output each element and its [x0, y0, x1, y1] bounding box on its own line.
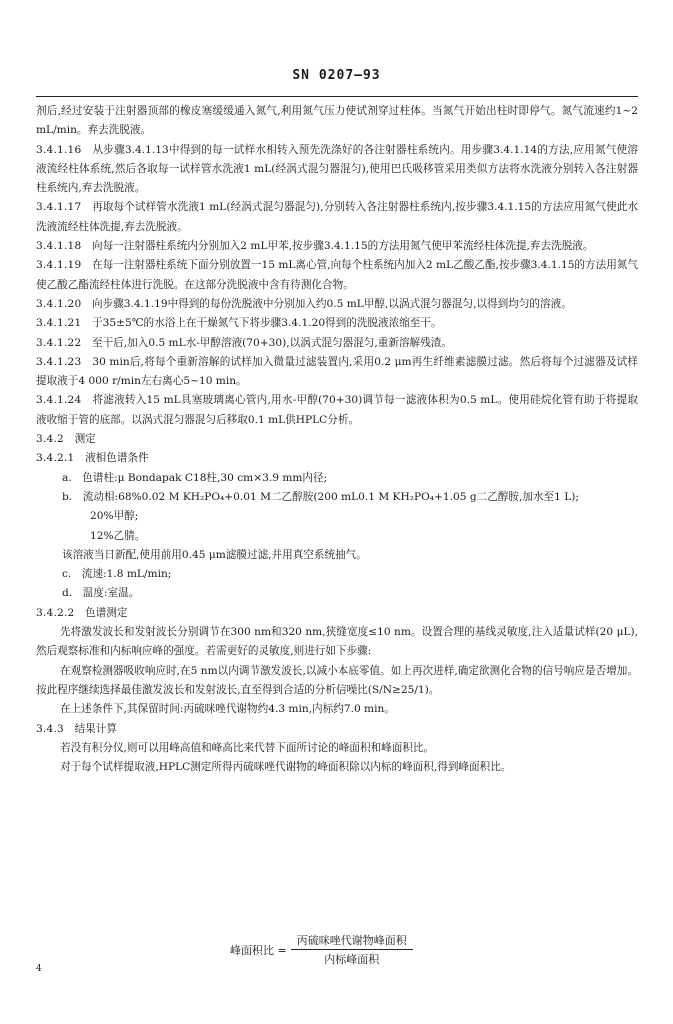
list-item-a: a. 色谱柱:μ Bondapak C18柱,30 cm×3.9 mm内径;: [62, 471, 328, 484]
header-divider: [36, 96, 638, 97]
list-item-b-note: 该溶液当日新配,使用前用0.45 μm滤膜过滤,并用真空系统抽气。: [62, 548, 367, 561]
section-heading-3-4-2: 3.4.2 测定: [36, 433, 96, 446]
clause-3-4-1-16: 3.4.1.16 从步骤3.4.1.13中得到的每一试样水相转入预先洗涤好的各注射器柱系统内。用步骤3.4.1.14的方法,应用氮气使溶液流经柱体系统,然后各取每一试样管水洗液1 mL(经涡式混匀器混匀),使用巴氏吸移管采用类似方法将水洗液分别转入各注射器柱系统内,弃去洗脱液。: [36, 143, 638, 195]
section-heading-3-4-2-1: 3.4.2.1 液相色谱条件: [36, 452, 149, 465]
list-item-d: d. 温度:室温。: [62, 587, 140, 600]
clause-3-4-1-19: 3.4.1.19 在每一注射器柱系统下面分别放置一15 mL离心管,向每个柱系统内加入2 mL乙酸乙酯,按步骤3.4.1.15的方法用氮气使乙酸乙酯流经柱体进行洗脱。在这部分洗脱液中含有待测化合物。: [36, 259, 638, 291]
paragraph-wavelength-setup: 先将激发波长和发射波长分别调节在300 nm和320 nm,狭缝宽度≤10 nm。设置合理的基线灵敏度,注入适量试样(20 μL),然后观察标准和内标响应峰的强度。若需更好的灵敏度,则进行如下步骤:: [36, 626, 638, 658]
formula-numerator: 丙硫咪唑代谢物峰面积: [291, 932, 413, 950]
formula-denominator: 内标峰面积: [324, 953, 380, 966]
clause-3-4-1-24: 3.4.1.24 将滤液转入15 mL具塞玻璃离心管内,用水-甲醇(70+30)调节每一滤液体积为0.5 mL。使用硅烷化管有助于将提取液收缩于管的底部。以涡式混匀器混匀后移取0.1 mL供HPLC分析。: [36, 394, 638, 426]
clause-3-4-1-18: 3.4.1.18 向每一注射器柱系统内分别加入2 mL甲苯,按步骤3.4.1.15的方法用氮气使甲苯流经柱体洗提,弃去洗脱液。: [36, 240, 594, 253]
clause-3-4-1-21: 3.4.1.21 于35±5℃的水浴上在干燥氮气下将步骤3.4.1.20得到的洗脱液浓缩至干。: [36, 317, 442, 330]
section-heading-3-4-2-2: 3.4.2.2 色谱测定: [36, 606, 128, 619]
peak-area-ratio-formula: [230, 932, 413, 967]
formula-fraction: [291, 932, 413, 967]
list-item-c: c. 流速:1.8 mL/min;: [62, 568, 172, 581]
clause-3-4-1-22: 3.4.1.22 至干后,加入0.5 mL水-甲醇溶液(70+30),以涡式混匀器混匀,重新溶解残渣。: [36, 336, 452, 349]
list-item-b-methanol: 20%甲醇;: [90, 510, 139, 523]
paragraph-peak-area-ratio: 对于每个试样提取液,HPLC测定所得丙硫咪唑代谢物的峰面积除以内标的峰面积,得到峰面积比。: [60, 761, 512, 774]
paragraph-retention-time: 在上述条件下,其保留时间:丙硫咪唑代谢物约4.3 min,内标约7.0 min。: [60, 703, 395, 716]
clause-3-4-1-23: 3.4.1.23 30 min后,将每个重新溶解的试样加入微量过滤装置内,采用0.2 μm再生纤维素滤膜过滤。然后将每个过滤器及试样提取液于4 000 r/min左右离心5~10 min。: [36, 355, 639, 388]
standard-number-header: SN 0207—93: [292, 68, 381, 83]
formula-lhs: 峰面积比 =: [230, 943, 287, 957]
paragraph-no-integrator: 若没有积分仪,则可以用峰高值和峰高比来代替下面所讨论的峰面积和峰面积比。: [60, 741, 435, 754]
document-body: [36, 102, 638, 777]
paragraph-optimization: 在观察检测器吸收响应时,在5 nm以内调节激发波长,以减小本底零值。如上再次进样,确定欲测化合物的信号响应是否增加。按此程序继续选择最佳激发波长和发射波长,直至得到合适的分析信噪比(S/N≥25/1)。: [36, 664, 638, 696]
list-item-b: b. 流动相:68%0.02 M KH₂PO₄+0.01 M二乙醇胺(200 mL0.1 M KH₂PO₄+1.05 g二乙醇胺,加水至1 L);: [62, 490, 579, 503]
page-footer-mark: 4: [36, 964, 42, 974]
clause-3-4-1-20: 3.4.1.20 向步骤3.4.1.19中得到的每份洗脱液中分别加入约0.5 mL甲醇,以涡式混匀器混匀,以得到均匀的溶液。: [36, 297, 572, 310]
paragraph-continuation: 剂后,经过安装于注射器顶部的橡皮塞缓缓通入氮气,利用氮气压力使试剂穿过柱体。当氮气开始出柱时即停气。氮气流速约1~2 mL/min。弃去洗脱液。: [36, 105, 638, 137]
list-item-b-acetonitrile: 12%乙腈。: [90, 529, 146, 542]
clause-3-4-1-17: 3.4.1.17 再取每个试样管水洗液1 mL(经涡式混匀器混匀),分别转入各注射器柱系统内,按步骤3.4.1.15的方法应用氮气使此水洗液流经柱体洗提,弃去洗脱液。: [36, 201, 638, 233]
section-heading-3-4-3: 3.4.3 结果计算: [36, 722, 117, 735]
